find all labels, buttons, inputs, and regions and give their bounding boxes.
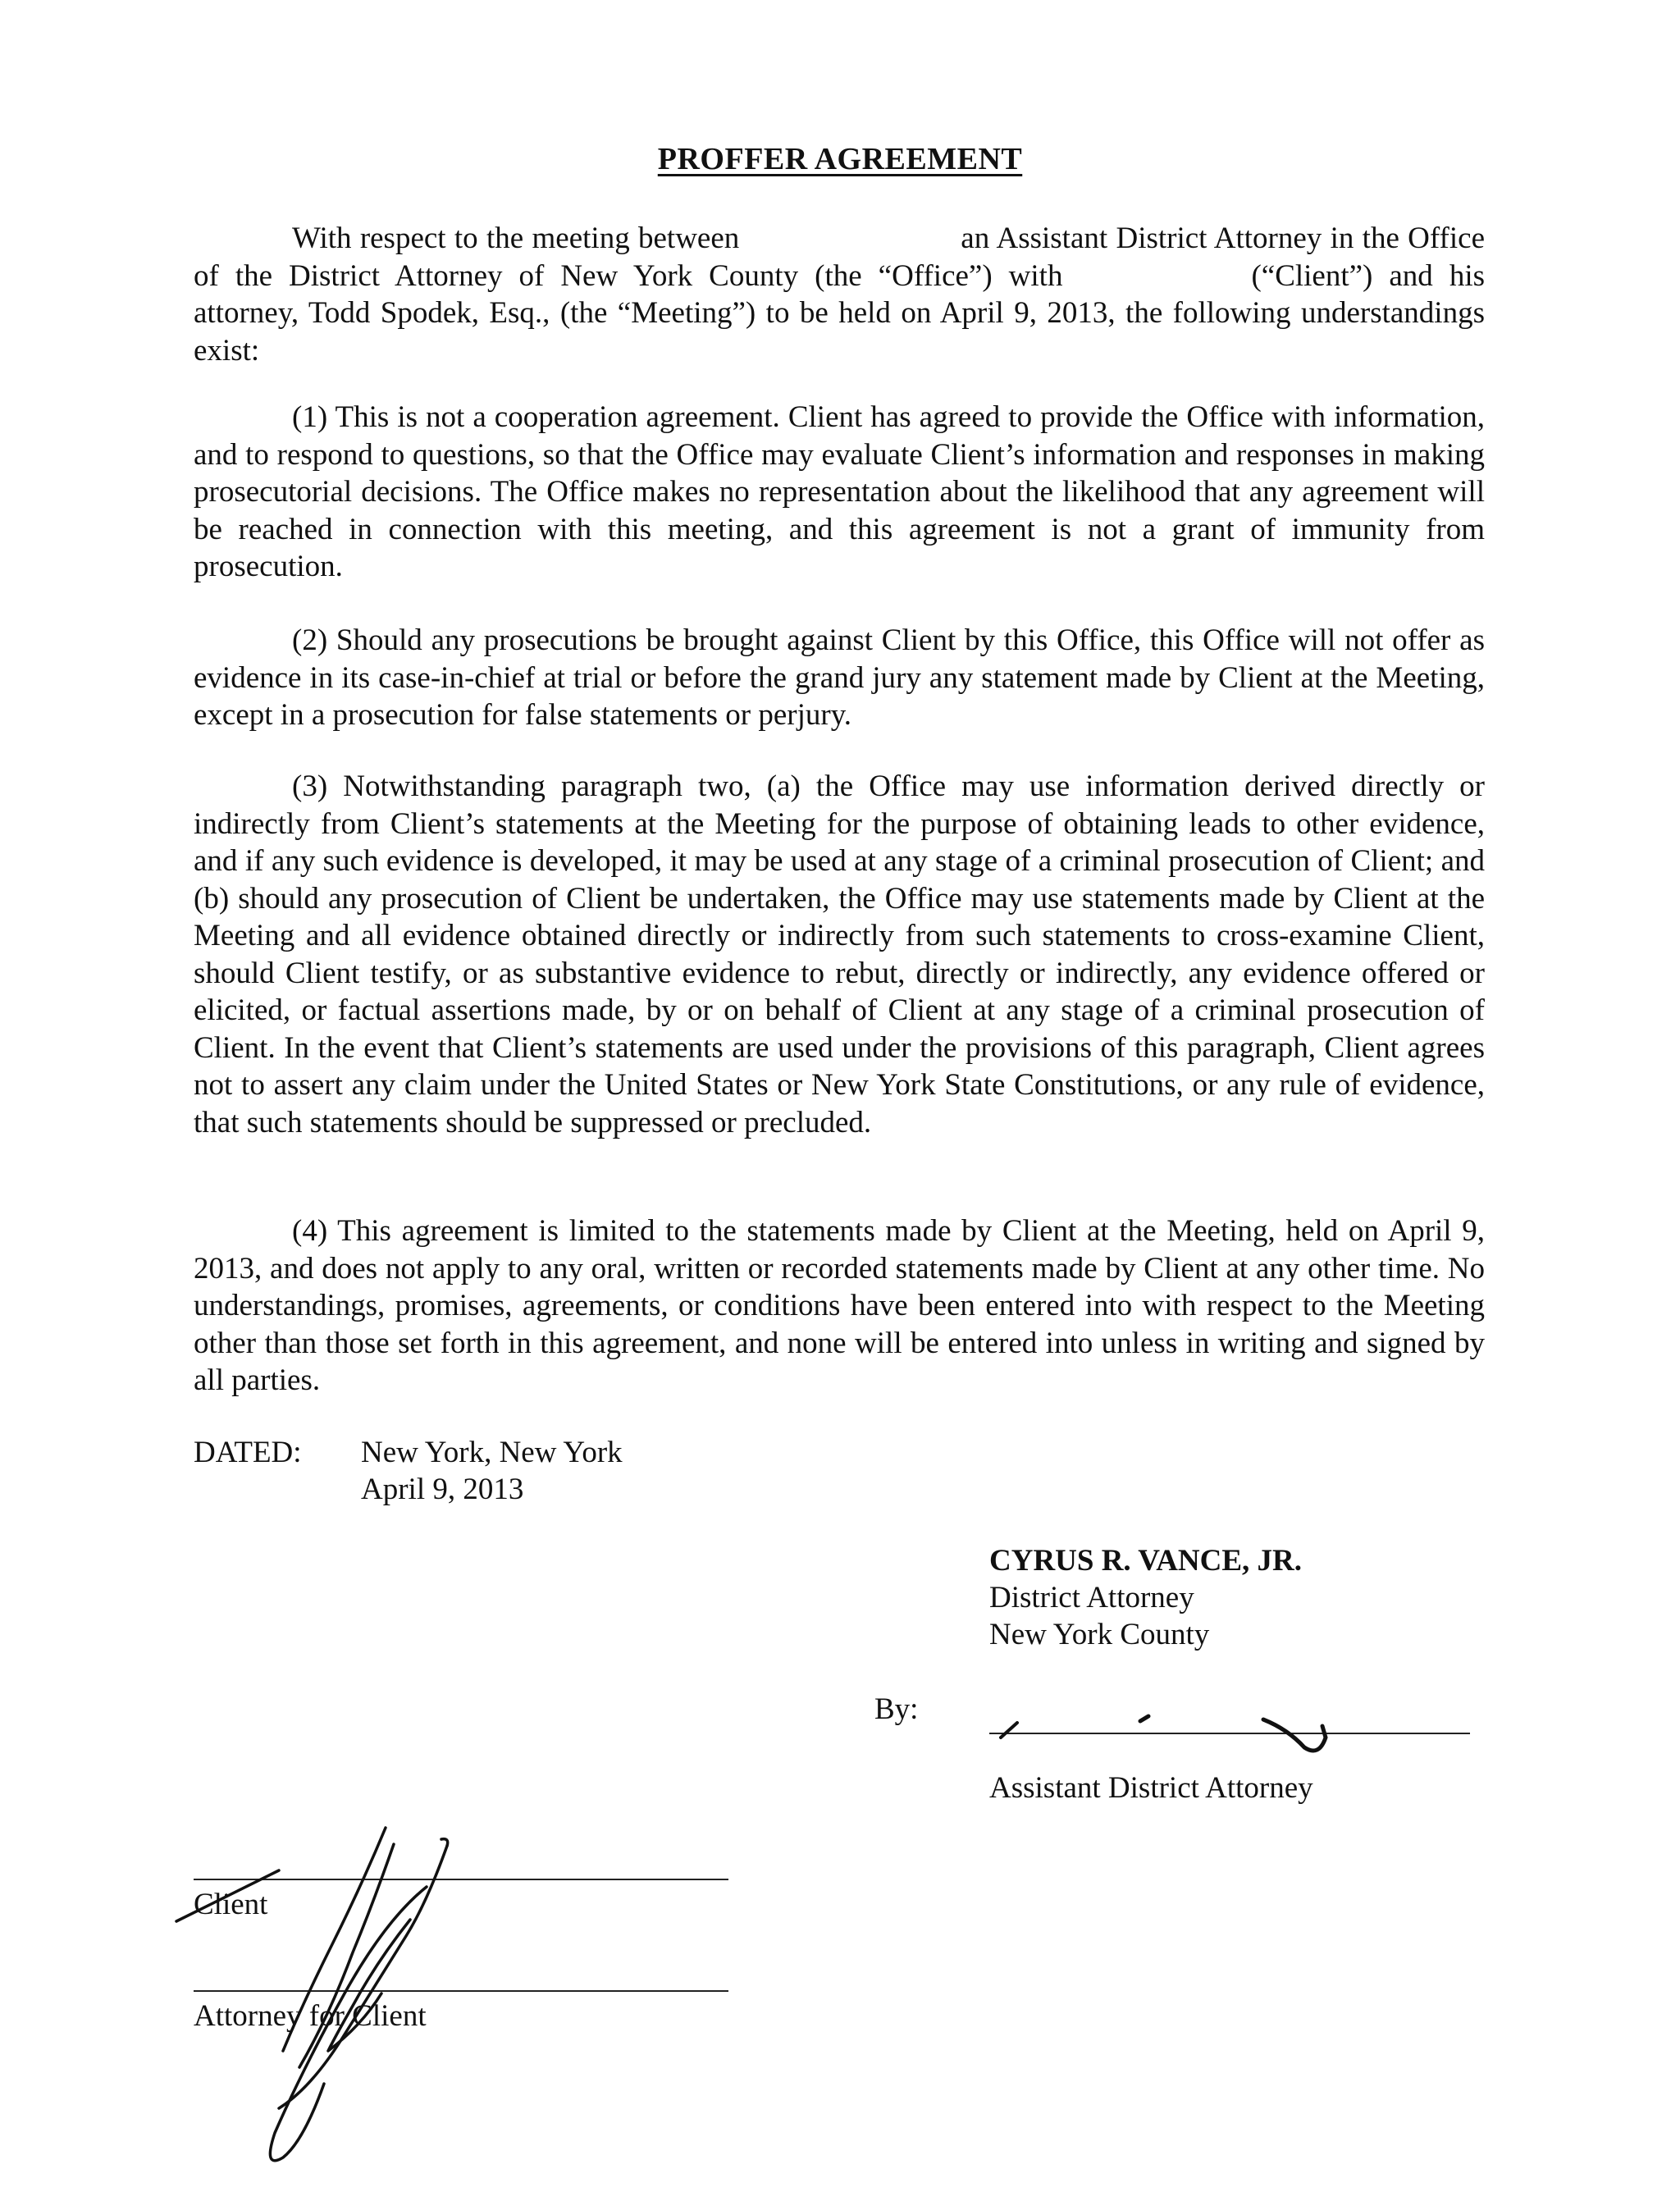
- dated-date: April 9, 2013: [361, 1473, 524, 1506]
- client-signature-scrawl: [176, 1828, 448, 2161]
- district-attorney-title: District Attorney: [989, 1581, 1194, 1614]
- paragraph-4-text: (4) This agreement is limited to the statements made by Client at the Meeting, held on April 9, 2013, and does not apply to any oral, written or recorded statements made by Client at any other time. No understandings, promises, agreements, or conditions have been entered into with respect to the Meeting other than those set forth in this agreement, and none will be entered into unless in writing and signed by all parties.: [194, 1214, 1485, 1397]
- intro-part-1: With respect to the meeting between: [292, 221, 740, 255]
- intro-part-2: an Assistant District Attorney in the Office of the District Attorney of New York County (the “Office”) with: [194, 221, 1485, 293]
- paragraph-3-text: (3) Notwithstanding paragraph two, (a) the Office may use information derived directly or indirectly from Client’s statements at the Meeting for the purpose of obtaining leads to other evidence, and if any such evidence is developed, it may be used at any stage of a criminal prosecution of Client; and (b) should any prosecution of Client be undertaken, the Office may use statements made by Client at the Meeting and all evidence obtained directly or indirectly from such statements to cross-examine Client, should Client testify, or as substantive evidence to rebut, directly or indirectly, any evidence offered or elicited, or factual assertions made, by or on behalf of Client at any stage of a criminal prosecution of Client. In the event that Client’s statements are used under the provisions of this paragraph, Client agrees not to assert any claim under the United States or New York State Constitutions, or any rule of evidence, that such statements should be suppressed or precluded.: [194, 769, 1485, 1139]
- attorney-label: Attorney for Client: [194, 1999, 427, 2033]
- document-title: PROFFER AGREEMENT: [657, 142, 1023, 176]
- client-label: Client: [194, 1888, 268, 1921]
- dated-place: New York, New York: [361, 1436, 623, 1469]
- paragraph-2-text: (2) Should any prosecutions be brought against Client by this Office, this Office will not offer as evidence in its case-in-chief at trial or before the grand jury any statement made by Client at the Meeting, except in a prosecution for false statements or perjury.: [194, 623, 1485, 732]
- paragraph-1: [194, 399, 1485, 586]
- intro-paragraph: [194, 220, 1485, 369]
- paragraph-1-text: (1) This is not a cooperation agreement. Client has agreed to provide the Office with information, and to respond to questions, so that the Office may evaluate Client’s information and responses in making prosecutorial decisions. The Office makes no representation about the likelihood that any agreement will be reached in connection with this meeting, and this agreement is not a grant of immunity from prosecution.: [194, 400, 1485, 583]
- ada-signature-line: [989, 1733, 1470, 1734]
- paragraph-2: [194, 622, 1485, 734]
- district-attorney-county: New York County: [989, 1618, 1210, 1651]
- district-attorney-block: [989, 1542, 1302, 1653]
- paragraph-3: [194, 768, 1485, 1141]
- client-signature-line: [194, 1879, 728, 1880]
- ada-label: Assistant District Attorney: [989, 1771, 1313, 1805]
- dated-label: DATED:: [194, 1436, 302, 1469]
- by-label: By:: [874, 1692, 919, 1726]
- district-attorney-name: CYRUS R. VANCE, JR.: [989, 1544, 1303, 1578]
- paragraph-4: [194, 1212, 1485, 1400]
- attorney-signature-line: [194, 1990, 728, 1992]
- intro-part-3: (“Client”) and his attorney, Todd Spodek, Esq., (the “Meeting”) to be held on April 9, 2013, the following understandings exist:: [194, 258, 1485, 368]
